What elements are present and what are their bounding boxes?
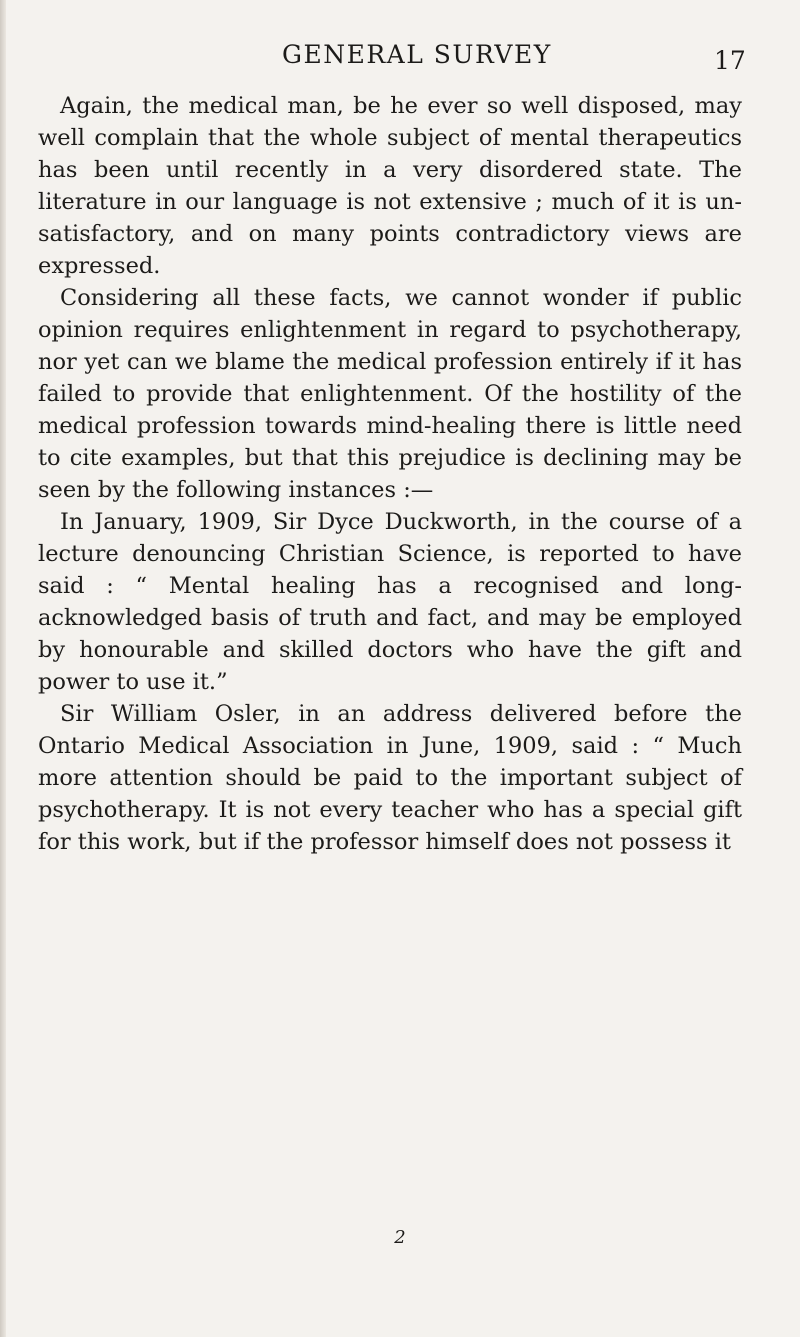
- running-title: GENERAL SURVEY: [282, 40, 552, 69]
- paragraph-2: Considering all these facts, we cannot wonder if public opinion requires enlightenment in regard to psychotherapy, nor yet can we blame the medical profession entirely if it has failed to provide that enlightenment. Of the hostility of the medical profession towards mind-healing there is little need to cite examples, but that this prejudice is declining may be seen by the following instances :—: [38, 285, 742, 503]
- paragraph-1: Again, the medical man, be he ever so well disposed, may well complain that the whole subject of mental therapeutics has been until recently in a very disordered state. The literature in our language is not extensive ; much of it is un-satisfactory, and on many points contradictory views are expressed.: [38, 93, 742, 279]
- signature-mark: 2: [394, 1227, 406, 1248]
- running-head: [0, 40, 800, 90]
- page-number: 17: [714, 46, 746, 75]
- paragraph-4: Sir William Osler, in an address delivered before the Ontario Medical Association in June, 1909, said : “ Much more attention should be paid to the important subject of psychotherapy. It is not every teacher who has a special gift for this work, but if the professor himself does not possess it: [38, 701, 742, 855]
- page-edge: [0, 0, 6, 1337]
- body-text: [38, 90, 742, 858]
- paragraph-3: In January, 1909, Sir Dyce Duckworth, in the course of a lecture denouncing Christian Science, is reported to have said : “ Mental healing has a recognised and long-acknowledged basis of truth and fact, and may be employed by honourable and skilled doctors who have the gift and power to use it.”: [38, 509, 742, 695]
